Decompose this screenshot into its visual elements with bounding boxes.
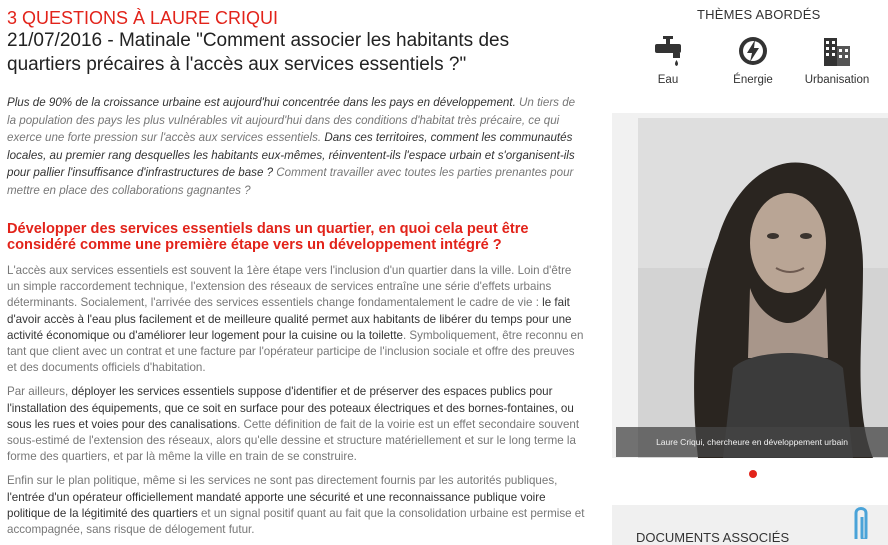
body-text: Par ailleurs, [7,385,72,399]
theme-label: Eau [657,74,679,86]
article-intro [7,94,587,199]
emphasis-text: Plus de 90% de la croissance urbaine est aujourd'hui concentrée dans les pays en développement. [7,96,516,109]
themes-title: THÈMES ABORDÉS [697,7,821,22]
body-text: Comment travailler avec toutes les parties prenantes pour mettre en place des collaborations gagnantes ? [7,166,574,197]
portrait-illustration [638,118,888,458]
body-text: Enfin sur le plan politique, même si les services ne sont pas directement fournis par les autorités publiques, [7,474,558,488]
answer-paragraph [7,473,587,538]
portrait-frame [612,113,888,458]
paperclip-icon [844,499,884,539]
question-title: Développer des services essentiels dans un quartier, en quoi cela peut être considéré comme une première étape vers un développement intégré ? [7,221,529,253]
theme-label: Énergie [733,74,773,86]
article [7,8,587,538]
emphasis-text: le fait d'avoir accès à l'eau plus facilement et de meilleure qualité permet aux habitants de libérer du temps pour une activité économique ou d'améliorer leur logement pour la cuisine ou la toilette [7,296,572,342]
water-tap-icon [651,34,685,68]
theme-eau[interactable] [628,34,708,86]
answer-paragraph [7,263,587,376]
body-text: . Cette définition de fait de la voirie est un effet secondaire souvent sous-estimé de l'extension des réseaux, alors qu'elle dessine et structure matériellement et sur le long terme la forme des quartiers, et par là même la ville en train de se construire. [7,417,580,464]
body-text: . Symboliquement, être reconnu en tant que client avec un contrat et une facture par l'opérateur participe de l'inclusion sociale et offre des preuves et des documents officiels d'habitation. [7,328,584,375]
buildings-icon [820,34,854,68]
energy-icon [736,34,770,68]
emphasis-text: Dans ces territoires, comment les communautés locales, au premier rang desquelles les habitants eux-mêmes, réinventent-ils l'espace urbain et s'organisent-ils pour pallier l'insuffisance d'infrastructures de base ? [7,131,575,179]
body-text: Un tiers de la population des pays les plus vulnérables vit aujourd'hui dans des conditions d'habitat très précaire, ce qui exerce une forte pression sur l'accès aux services essentiels. [7,96,576,144]
body-text: L'accès aux services essentiels est souvent la 1ère étape vers l'inclusion d'un quartier dans la ville. Loin d'être un simple raccordement technique, l'extension des réseaux de services entraîne une série d'effets urbains déterminants. Socialement, l'arrivée des services essentiels change fondamentalement le cadre de vie : [7,264,572,310]
photo-caption: Laure Criqui, chercheure en développement urbain [616,427,888,457]
emphasis-text: l'entrée d'un opérateur officiellement mandaté apporte une sécurité et une reconnaissance publique voire politique de la légitimité des quartiers [7,490,546,520]
theme-energie[interactable] [713,34,793,86]
documents-panel [612,505,888,545]
carousel-dot-active[interactable] [749,470,757,478]
emphasis-text: déployer les services essentiels suppose d'identifier et de préserver des espaces publics pour l'installation des équipements, que ce soit en surface pour des poteaux électriques et des bornes-fontaines, ou sous les rues et voies pour des canalisations [7,385,574,431]
answer-paragraph [7,384,587,465]
portrait-photo [638,118,888,458]
article-headline: 21/07/2016 - Matinale "Comment associer les habitants des quartiers précaires à l'accès aux services essentiels ?" [7,30,510,75]
theme-urbanisation[interactable] [797,34,877,86]
body-text: et un signal positif quant au fait que la consolidation urbaine est permise et accompagnée, sans risque de délogement futur. [7,506,585,537]
article-kicker: 3 QUESTIONS À LAURE CRIQUI [7,8,279,28]
documents-title: DOCUMENTS ASSOCIÉS [636,530,790,545]
theme-label: Urbanisation [804,74,870,86]
